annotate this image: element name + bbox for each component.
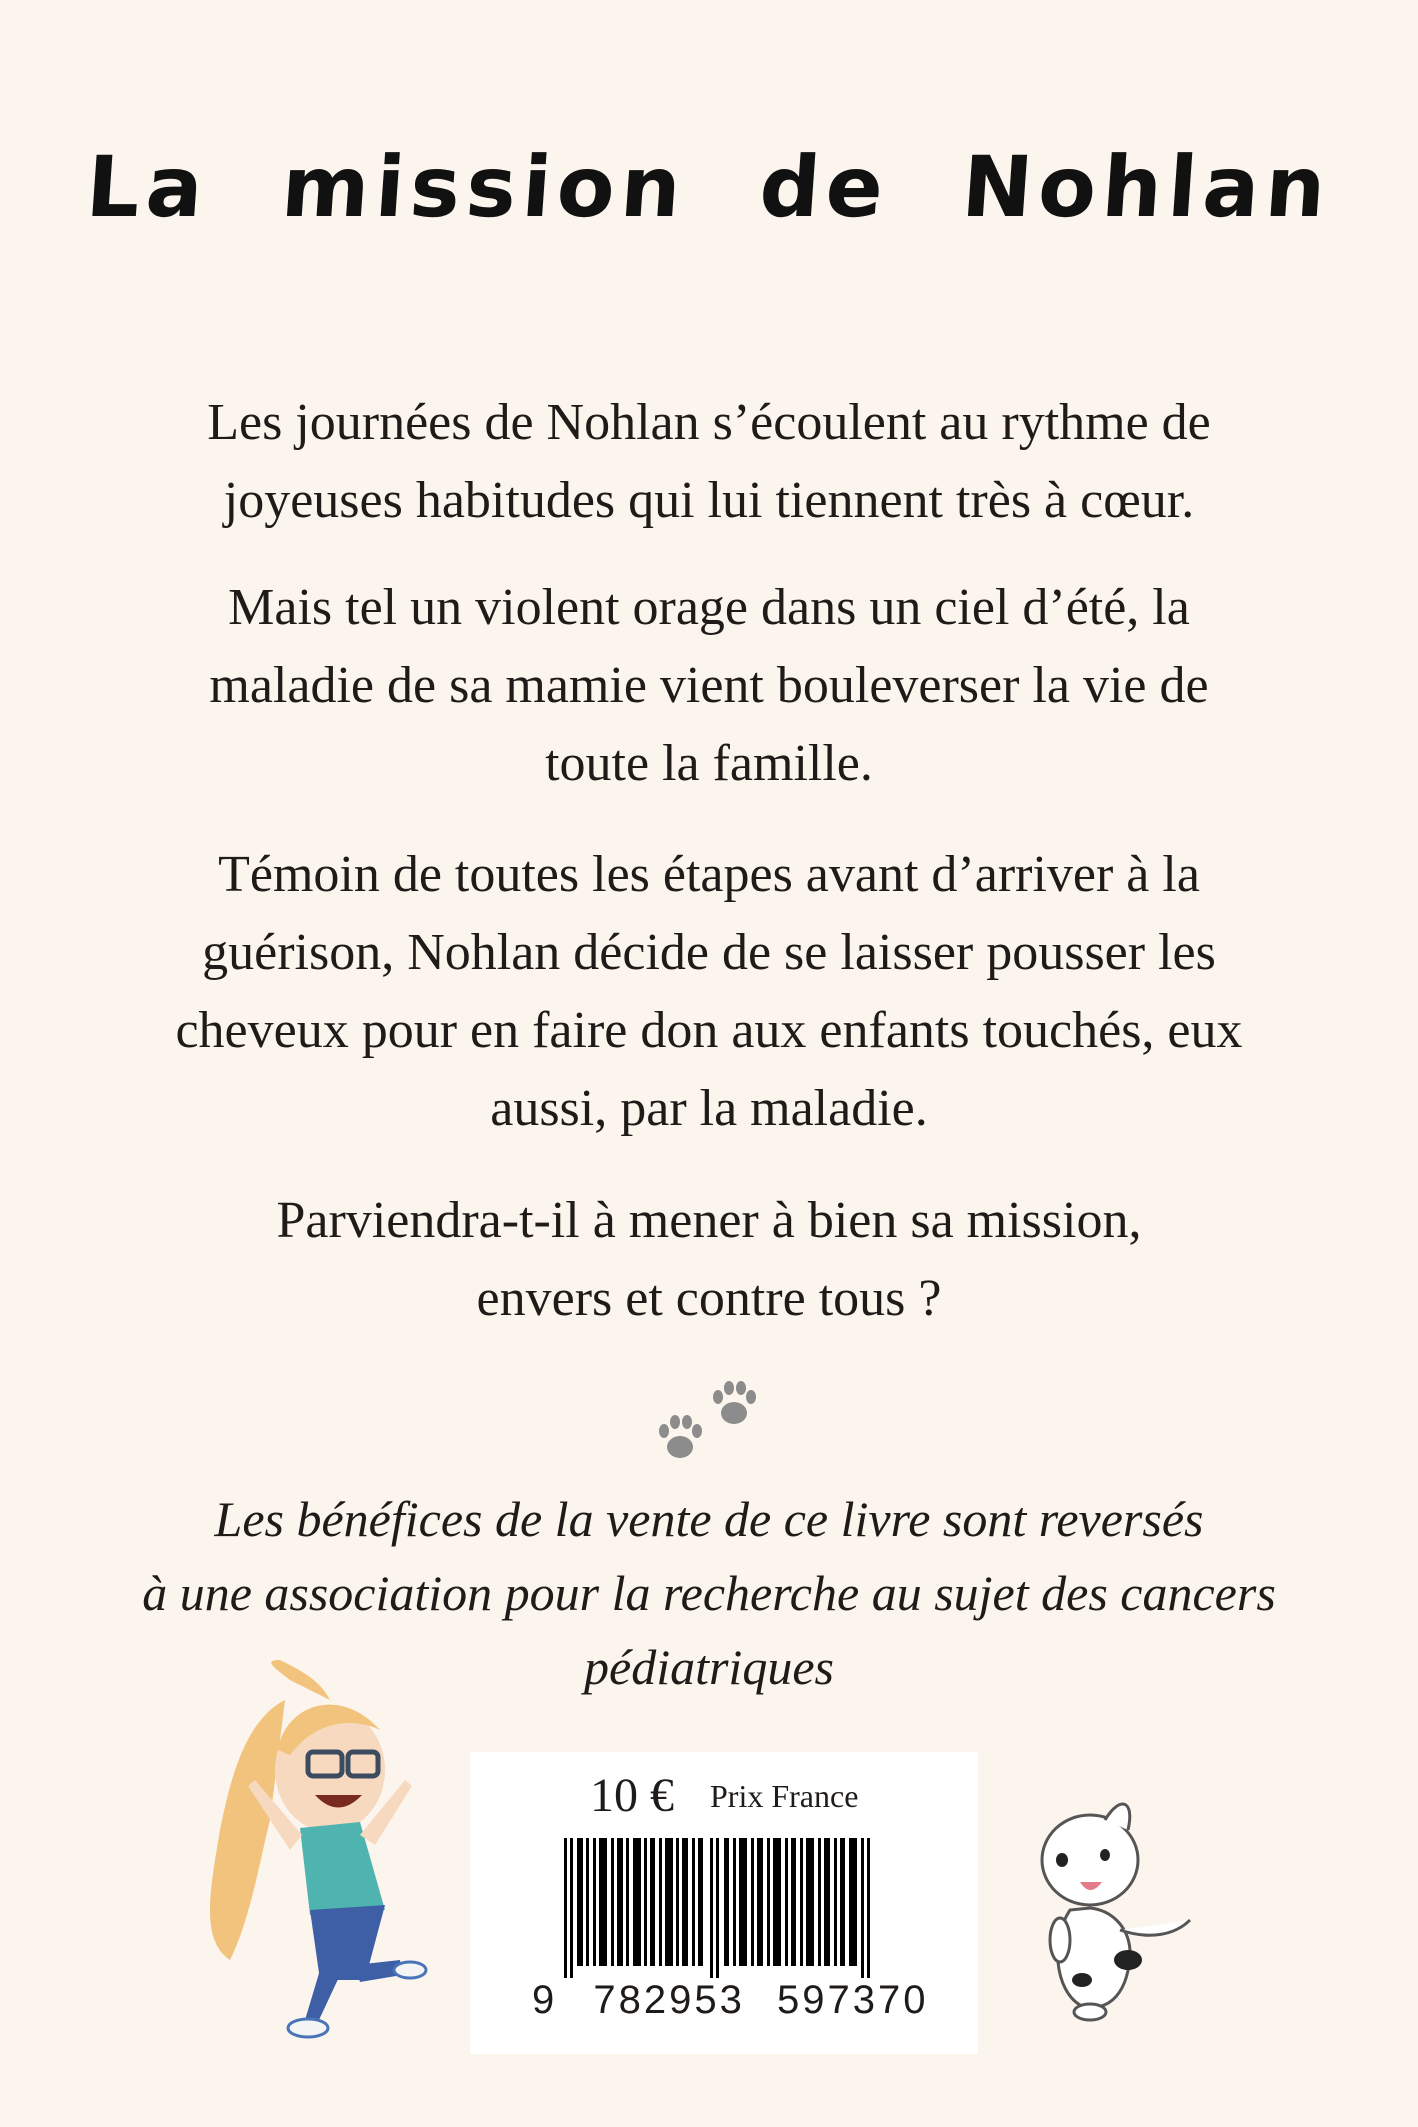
barcode [470, 1752, 978, 2054]
paragraph-line: cheveux pour en faire don aux enfants touchés, eux [175, 1002, 1243, 1059]
paragraph-line: envers et contre tous ? [476, 1270, 942, 1327]
paragraph-line: Mais tel un violent orage dans un ciel d’été, la [228, 579, 1190, 636]
barcode-bars [564, 1838, 884, 1978]
paragraph-line: Les journées de Nohlan s’écoulent au rythme de [207, 394, 1211, 451]
barcode-digit-first: 9 [532, 1978, 558, 2022]
paragraph-line: joyeuses habitudes qui lui tiennent très à cœur. [223, 472, 1195, 529]
paw-prints-icon [650, 1375, 770, 1475]
barcode-digit-group: 782953 [593, 1978, 745, 2022]
paragraph-line: aussi, par la maladie. [490, 1080, 928, 1137]
paragraph-1 [0, 384, 1418, 540]
price-label: Prix France [710, 1778, 859, 1814]
girl-illustration [190, 1660, 450, 2050]
paragraph-line: maladie de sa mamie vient bouleverser la vie de [209, 657, 1209, 714]
benefits-line: à une association pour la recherche au sujet des cancers [142, 1565, 1276, 1621]
paragraph-line: toute la famille. [545, 735, 873, 792]
barcode-digit-group: 597370 [776, 1978, 929, 2022]
paragraph-line: Témoin de toutes les étapes avant d’arriver à la [218, 846, 1200, 903]
paragraph-4 [0, 1182, 1418, 1338]
barcode-digits [532, 1978, 928, 2023]
book-title: La mission de Nohlan [83, 138, 1335, 236]
price: 10 € [590, 1769, 674, 1822]
paragraph-2 [0, 569, 1418, 803]
paragraph-3 [0, 836, 1418, 1148]
paragraph-line: Parviendra-t-il à mener à bien sa mission, [276, 1192, 1142, 1249]
paragraph-line: guérison, Nohlan décide de se laisser pousser les [202, 924, 1216, 981]
benefits-line: pédiatriques [584, 1639, 834, 1695]
benefits-line: Les bénéfices de la vente de ce livre sont reversés [214, 1491, 1204, 1547]
dog-illustration [1010, 1790, 1210, 2030]
